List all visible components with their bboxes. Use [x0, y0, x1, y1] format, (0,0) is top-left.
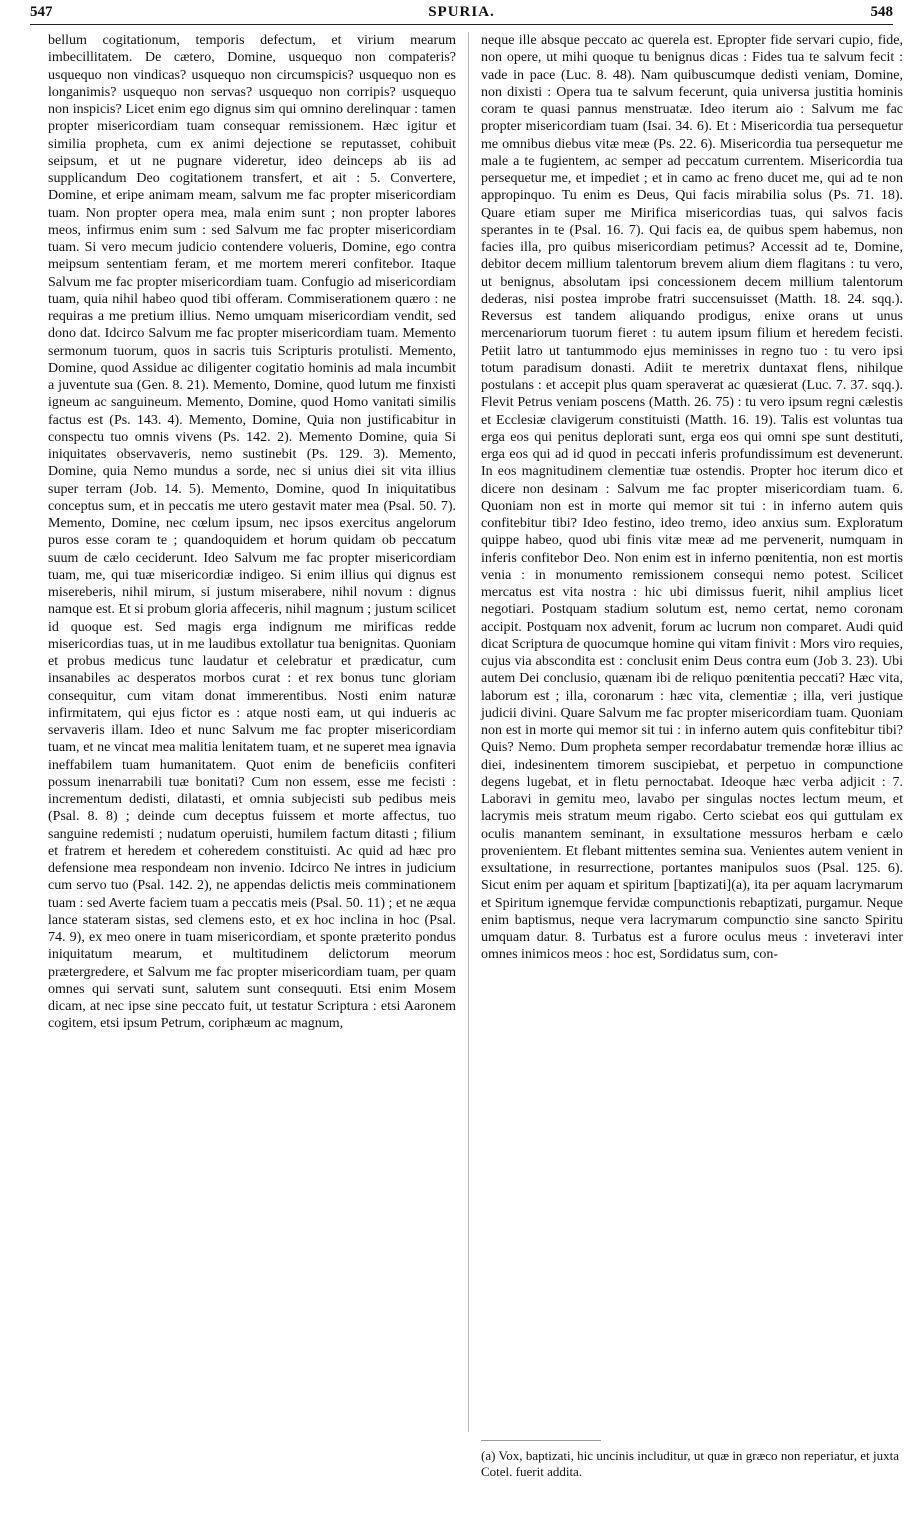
running-title: SPURIA. — [428, 4, 495, 20]
left-column-text: bellum cogitationum, temporis defectum, et virium mearum imbecillitatem. De cætero, Domine, usquequo non compateris? usquequo non vindicas? usquequo non circumspicis? usquequo non es longanimis? usquequo non servas? usquequo non corripis? usquequo non inspicis? Licet enim ego dignus sim qui omnino derelinquar : tamen propter misericordiam tuam consequar remissionem. Hæc igitur et similia propheta, cum ex animi dejectione se reputasset, cohibuit seipsum, et ut ne pugnare videretur, ideo deinceps ab iis ad supplicandum Deo cogitationem transfert, et ait : 5. Convertere, Domine, et eripe animam meam, salvum me fac propter misericordiam tuam. Non propter opera mea, mala enim sunt ; non propter labores meos, infirmus enim sum : sed Salvum me fac propter misericordiam tuam. Si vero mecum judicio contendere volueris, Domine, ego contra meipsum sententiam feram, et me mortem mereri confitebor. Itaque Salvum me fac propter misericordiam tuam. Confugio ad misericordiam tuam, quia nihil habeo quod tibi offeram. Commiserationem quæro : ne requiras a me pretium illius. Nemo umquam misericordiam vendit, sed dono dat. Idcirco Salvum me fac propter misericordiam tuam. Memento sermonum tuorum, quos in sacris tuis Scripturis protulisti. Memento, Domine, quod Assidue ac diligenter cogitatio hominis ad mala incumbit a juventute sua (Gen. 8. 21). Memento, Domine, quod lutum me finxisti igneum ac sanguineum. Memento, Domine, quod Homo vanitati similis factus est (Ps. 143. 4). Memento, Domine, Quia non justificabitur in conspectu tuo omnis vivens (Ps. 142. 2). Memento Domine, quia Si iniquitates observaveris, nemo sustinebit (Ps. 129. 3). Memento, Domine, quia Nemo mundus a sorde, nec si unius diei sit vita illius super terram (Job. 14. 5). Memento, Domine, quod In iniquitatibus conceptus sum, et in peccatis me utero gestavit mater mea (Psal. 50. 7). Memento, Domine, nec cœlum ipsum, nec ipsos exercitus angelorum puros esse coram te ; quandoquidem et horum quidam ob peccatum suum de cælo ceciderunt. Ideo Salvum me fac propter misericordiam tuam, me, qui tuæ misericordiæ indigeo. Si enim illius qui dignus est misereberis, nihil mirum, si justum miseraberе, nihil novum : dignus namque est. Et si probum gloria affeceris, nihil magnum ; justum scilicet id quoque est. Sed magis erga indignum me mirificas redde misericordias tuas, ut in me laudibus extollatur tua benignitas. Quoniam et probus medicus tunc laudatur et celebratur et prædicatur, cum insanabiles ac desperatos morbos curat : et rex bonus tunc gloriam consequitur, cum vitam donat immerentibus. Nosti enim naturæ infirmitatem, qui ejus fictor es : atque nosti eam, ut qui indueris ac servaveris illam. Ideo et nunc Salvum me fac propter misericordiam tuam, et ne vincat mea malitia lenitatem tuam, et ne superet mea ignavia ineffabilem tuam humanitatem. Quot enim de beneficiis confiteri possum inenarrabili tuæ bonitati? Cum non essem, esse me fecisti : incrementum dedisti, dilatasti, et omnia subjecisti sub pedibus meis (Psal. 8. 8) ; deinde cum deceptus fuissem et morte affectus, tuo sanguine redemisti ; nudatum operuisti, humilem factum ditasti ; filium et fratrem et heredem et coheredem constituisti. Ac quid ad hæc pro defensione mea respondeam non invenio. Idcirco Ne intres in judicium cum servo tuo (Psal. 142. 2), ne appendas delictis meis comminationem tuam : sed Averte faciem tuam a peccatis meis (Psal. 50. 11) ; et ne æqua lance stateram sistas, sed clemens esto, et ex hoc inclina in hoc (Psal. 74. 9), ex meo onere in tuam misericordiam, et sponte præterito pondus iniquitatum mearum, et multitudinem delictorum meorum prætergredere, et Salvum me fac propter misericordiam tuam, per quam omnes qui servati sunt, salutem sunt consequuti. Etsi enim Mosem dicam, at nec ipse sine peccato fuit, ut testatur Scriptura : etsi Aaronem cogitem, etsi ipsum Petrum, coriphæum ac magnum, — [48, 33, 456, 1032]
running-header — [30, 4, 893, 26]
footnote-rule — [481, 1440, 601, 1441]
left-column — [48, 32, 456, 1033]
right-column-text: neque ille absque peccato ac querela est. Epropter fide servari cupio, fide, non opere, ut mihi quoque tu benignus dicas : Fides tua te salvum fecit : vade in pace (Luc. 8. 48). Nam quibuscumque dedisti veniam, Domine, non dixisti : Opera tua te salvum fecerunt, quia universa justitia hominis coram te quasi pannus menstruatæ. Ideo iterum aio : Salvum me fac propter misericordiam tuam (Isai. 34. 6). Et : Misericordia tua persequetur me omnibus diebus vitæ meæ (Ps. 22. 6). Misericordia tua persequetur me male a te fugientem, ac semper ad peccatum currentem. Misericordia tua persequetur me, et impediet ; et in camo ac freno ducet me, qui ad te non appropinquo. Tu enim es Deus, Qui facis mirabilia solus (Ps. 71. 18). Quare etiam super me Mirifica misericordias tuas, qui salvos facis sperantes in te (Psal. 16. 7). Qui facis ea, de quibus spem habemus, non facies illa, pro quibus misericordiam petimus? Accessit ad te, Domine, debitor decem millium talentorum brevem alium diem flagitans : tu vero, ut benignus, absolutam ipsi concessionem decem millium talentorum dederas, nisi postea improbe fratri succensuisset (Matth. 18. 24. sqq.). Reversus est tandem aliquando prodigus, enixe orans ut unus mercenariorum tuorum fieret : tu autem ipsum filium et heredem fecisti. Petiit latro ut tantummodo ejus meminisses in regno tuo : tu vero ipsi totum paradisum donasti. Adiit te meretrix duntaxat flens, nihilque postulans : et accepit plus quam speraverat ac quæsierat (Luc. 7. 37. sqq.). Flevit Petrus veniam poscens (Matth. 26. 75) : tu vero ipsum regni cælestis et Ecclesiæ clavigerum constituisti (Matth. 16. 19). Talis est voluntas tua erga eos qui penitus deplorati sunt, erga eos qui omni spe sunt destituti, erga eos qui ad id quod in peccati inferis profundissimum est devenerunt. In eos magnitudinem clementiæ tuæ ostendis. Propter hoc iterum dico et dicere non desinam : Salvum me fac propter misericordiam tuam. 6. Quoniam non est in morte qui memor sit tui : in inferno autem quis confitebitur tibi? Ideo festino, ideo tremo, ideo anxius sum. Exploratum quippe habeo, quod ubi finis vitæ meæ ad me pervenerit, numquam in inferis confitebor Deo. Non enim est in inferno pœnitentia, non est mortis venia : in monumento remissionem consequi nemo potest. Scilicet mercatus est vita nostra : hic ubi dimissus fuerit, nihil amplius licet negotiari. Postquam stadium solutum est, nemo certat, nemo coronam accipit. Postquam nox advenit, forum ac lucrum non comparet. Audi quid dicat Scriptura de quocumque homine qui vitam finivit : Mors viro requies, cujus via abscondita est : conclusit enim Deus contra eum (Job 3. 23). Ubi autem Dei conclusio, quænam ibi de reliquo pœnitentia peccati? Hæc vita, laborum est ; illa, coronarum : hæc vita, clementiæ ; illa, veri justique judicii divini. Quare Salvum me fac propter misericordiam tuam. Quoniam non est in morte qui memor sit tui : in inferno autem quis confitebitur tibi? Quis? Nemo. Dum propheta semper recordabatur tremendæ horæ illius ac diei, indesinentem timorem suscipiebat, et perpetuo in compunctione degens lugebat, et in fletu pernoctabat. Ideoque hæc verba adjicit : 7. Laboravi in gemitu meo, lavabo per singulas noctes lectum meum, et lacrymis meis stratum meum rigabo. Certo sciebat eos qui guttulam ex oculis manantem seminant, in exsultatione messuros herbam e cælo provenientem. Et flebant mittentes semina sua. Venientes autem venient in exsultatione, in resurrectione, portantes manipulos suos (Psal. 125. 6). Sicut enim per aquam et spiritum [baptizati](a), ita per aquam lacrymarum et Spiritum ignemque fervidæ compunctionis rebaptizati, purgamur. Neque enim baptismus, neque vera lacrymarum compunctio sine sancto Spiritu umquam datur. 8. Turbatus est a furore oculus meus : inveteravi inter omnes inimicos meos : hoc est, Sordidatus sum, con- — [481, 33, 903, 963]
page-number-left: 547 — [30, 4, 53, 20]
page-number-right: 548 — [870, 4, 893, 20]
right-column — [481, 32, 903, 964]
header-rule — [30, 24, 893, 25]
footnote: (a) Vox, baptizati, hic uncinis includitur, ut quæ in græco non reperiatur, et juxta Cotel. fuerit addita. — [481, 1448, 899, 1479]
column-divider — [468, 32, 469, 1432]
